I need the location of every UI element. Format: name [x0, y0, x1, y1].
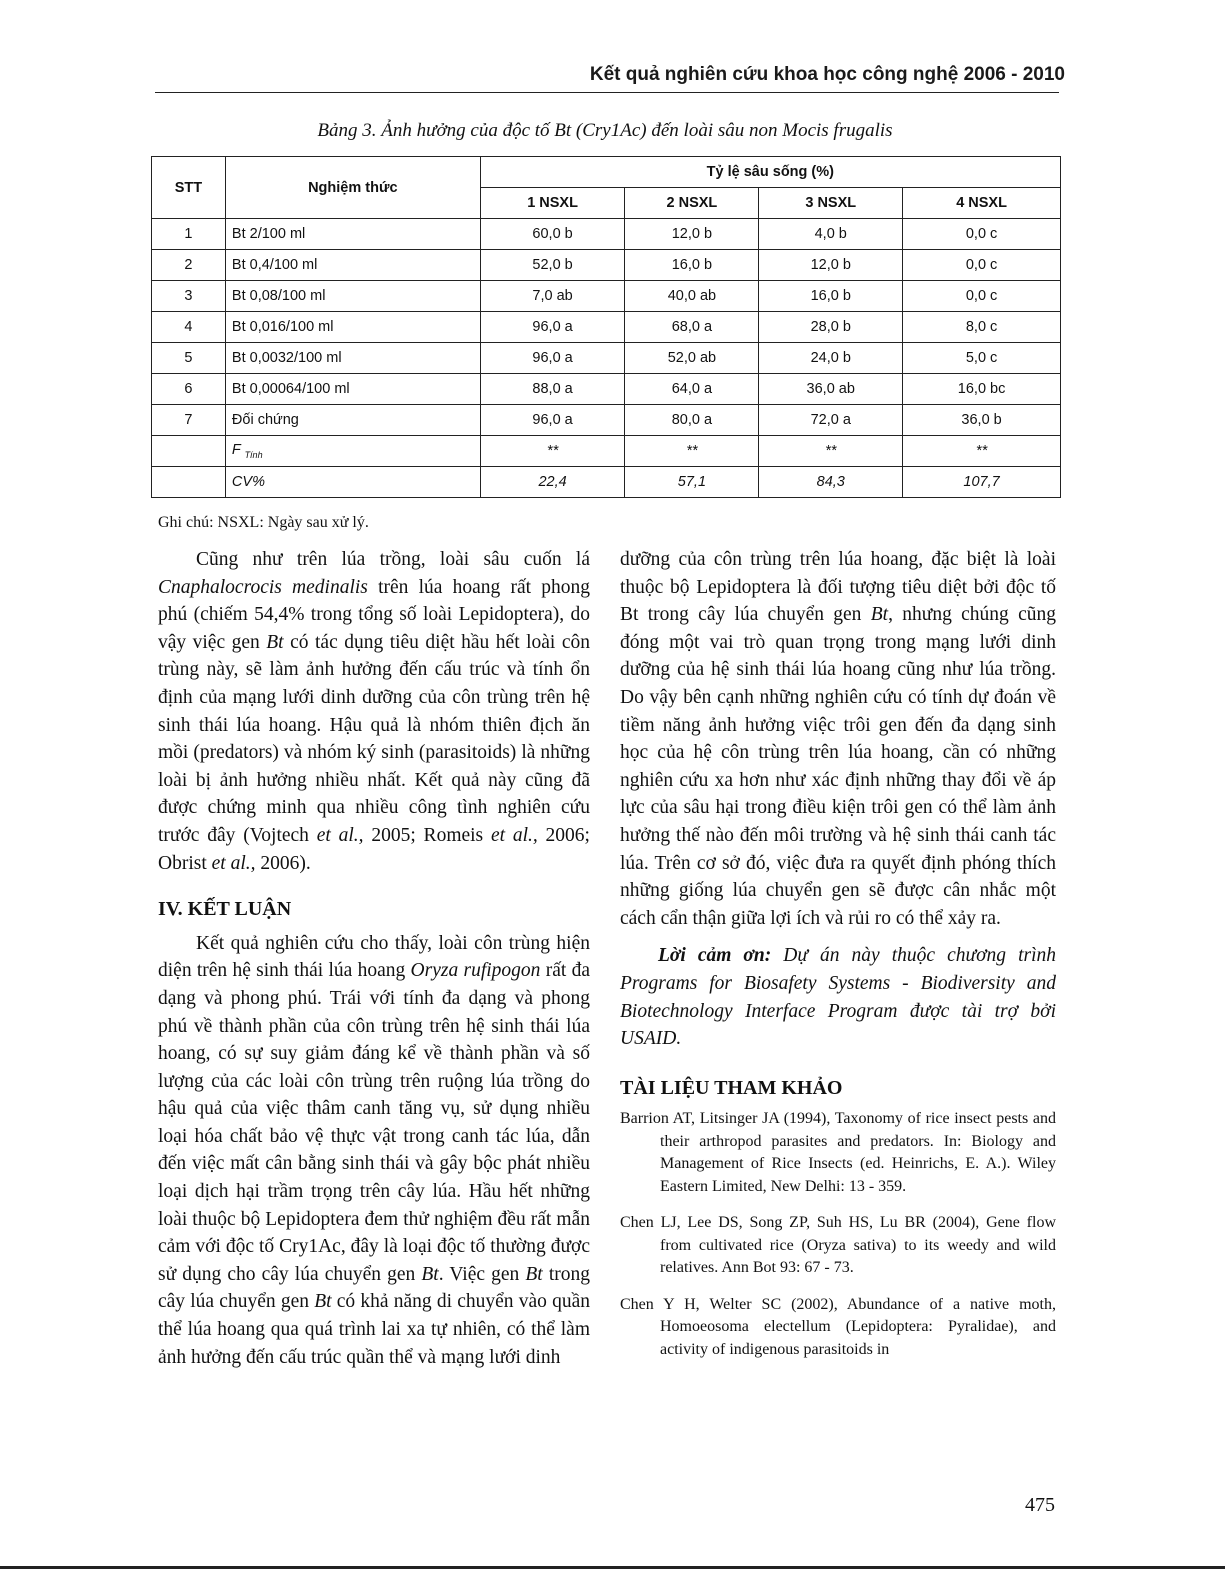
reference-list — [620, 1108, 1056, 1361]
cv-value: 22,4 — [480, 467, 625, 498]
header-day-2: 2 NSXL — [625, 188, 759, 219]
cell-value: 40,0 ab — [625, 281, 759, 312]
cell-value: 52,0 ab — [625, 343, 759, 374]
cell-treatment: Bt 0,0032/100 ml — [225, 343, 480, 374]
running-header: Kết quả nghiên cứu khoa học công nghệ 2006 - 2010 — [589, 64, 1065, 85]
f-value: ** — [903, 436, 1061, 467]
f-value: ** — [759, 436, 903, 467]
cell-value: 68,0 a — [625, 312, 759, 343]
reference-item: Chen LJ, Lee DS, Song ZP, Suh HS, Lu BR (2004), Gene flow from cultivated rice (Oryza sativa) to its weedy and wild relatives. Ann Bot 93: 67 - 73. — [620, 1214, 1056, 1277]
cell-value: 12,0 b — [625, 219, 759, 250]
paragraph-insect-impact: Cũng như trên lúa trồng, loài sâu cuốn lá Cnaphalocrocis medinalis trên lúa hoang rất phong phú (chiếm 54,4% trong tổng số loài Lepidoptera), do vậy việc gen Bt có tác dụng tiêu diệt hầu hết loài côn trùng này, sẽ làm ảnh hưởng đến cấu trúc và tính ổn định của mạng lưới dinh dưỡng của côn trùng trên hệ sinh thái lúa hoang. Hậu quả là nhóm thiên địch ăn mồi (predators) và nhóm ký sinh (parasitoids) là những loài bị ảnh hưởng nhiều nhất. Kết quả này cũng đã được chứng minh qua nhiều công tình nghiên cứu trước đây (Vojtech et al., 2005; Romeis et al., 2006; Obrist et al., 2006). — [158, 549, 590, 874]
table-row — [152, 250, 1061, 281]
f-value: ** — [480, 436, 625, 467]
table-row — [152, 281, 1061, 312]
table-row — [152, 312, 1061, 343]
cell-value: 28,0 b — [759, 312, 903, 343]
cell-stt: 2 — [152, 250, 226, 281]
cell-value: 36,0 b — [903, 405, 1061, 436]
cv-label: CV% — [225, 467, 480, 498]
header-day-4: 4 NSXL — [903, 188, 1061, 219]
cell-value: 7,0 ab — [480, 281, 625, 312]
paragraph-conclusion: Kết quả nghiên cứu cho thấy, loài côn trùng hiện diện trên hệ sinh thái lúa hoang Oryza rufipogon rất đa dạng và phong phú. Trái với tính đa dạng và phong phú về thành phần của côn trùng trên hệ sinh thái lúa hoang, có sự suy giảm đáng kể về thành phần và số lượng của các loài côn trùng trên ruộng lúa trồng do hậu quả của việc thâm canh tăng vụ, sử dụng nhiều loại hóa chất bảo vệ thực vật trong canh tác lúa, dẫn đến việc mất cân bằng sinh thái và gây bộc phát nhiều loại dịch hại trầm trọng trên cây lúa. Hầu hết những loài thuộc bộ Lepidoptera đem thử nghiệm đều rất mẫn cảm với độc tố Cry1Ac, đây là loại độc tố thường được sử dụng cho cây lúa chuyển gen Bt. Việc gen Bt trong cây lúa chuyển gen Bt có khả năng di chuyển vào quần thể lúa hoang qua quá trình lai xa tự nhiên, có thể làm ảnh hưởng đến cấu trúc quần thể và mạng lưới dinh — [158, 932, 590, 1368]
cell-value: 88,0 a — [480, 374, 625, 405]
paragraph-acknowledgement: Lời cảm ơn: Dự án này thuộc chương trình Programs for Biosafety Systems - Biodiversity and Biotechnology Interface Program được tài trợ bởi USAID. — [620, 945, 1056, 1050]
f-value: ** — [625, 436, 759, 467]
cell-value: 60,0 b — [480, 219, 625, 250]
header-day-1: 1 NSXL — [480, 188, 625, 219]
cell-treatment: Bt 0,4/100 ml — [225, 250, 480, 281]
cell-stt: 3 — [152, 281, 226, 312]
cell-treatment: Đối chứng — [225, 405, 480, 436]
cell-value: 80,0 a — [625, 405, 759, 436]
cell-value: 96,0 a — [480, 405, 625, 436]
cell-value: 36,0 ab — [759, 374, 903, 405]
cell-value: 16,0 b — [759, 281, 903, 312]
reference-item: Chen Y H, Welter SC (2002), Abundance of a native moth, Homoeosoma electellum (Lepidoptera: Pyralidae), and activity of indigenous parasitoids in — [620, 1295, 1056, 1358]
cell-value: 16,0 bc — [903, 374, 1061, 405]
cell-empty — [152, 467, 226, 498]
header-survival-rate: Tỷ lệ sâu sống (%) — [480, 157, 1060, 188]
table-row — [152, 405, 1061, 436]
header-stt: STT — [152, 157, 226, 219]
cell-treatment: Bt 0,08/100 ml — [225, 281, 480, 312]
cell-value: 5,0 c — [903, 343, 1061, 374]
cv-value: 57,1 — [625, 467, 759, 498]
header-treatment: Nghiệm thức — [225, 157, 480, 219]
f-label: F $_{Tính}$ — [225, 436, 480, 467]
cv-row — [152, 467, 1061, 498]
cell-treatment: Bt 0,00064/100 ml — [225, 374, 480, 405]
cell-treatment: Bt 2/100 ml — [225, 219, 480, 250]
table-row — [152, 343, 1061, 374]
results-table — [151, 156, 1061, 498]
cell-value: 4,0 b — [759, 219, 903, 250]
cell-value: 8,0 c — [903, 312, 1061, 343]
section-heading-conclusion: IV. KẾT LUẬN — [158, 898, 292, 921]
cell-value: 96,0 a — [480, 343, 625, 374]
reference-item: Barrion AT, Litsinger JA (1994), Taxonomy of rice insect pests and their arthropod parasites and predators. In: Biology and Management of Rice Insects (ed. Heinrichs, E. A.). Wiley Eastern Limited, New Delhi: 13 - 359. — [620, 1110, 1056, 1195]
cell-stt: 1 — [152, 219, 226, 250]
header-day-3: 3 NSXL — [759, 188, 903, 219]
cell-stt: 7 — [152, 405, 226, 436]
cell-value: 16,0 b — [625, 250, 759, 281]
table-row — [152, 219, 1061, 250]
cell-value: 72,0 a — [759, 405, 903, 436]
cell-value: 64,0 a — [625, 374, 759, 405]
cell-empty — [152, 436, 226, 467]
cell-stt: 4 — [152, 312, 226, 343]
cell-value: 96,0 a — [480, 312, 625, 343]
cv-value: 107,7 — [903, 467, 1061, 498]
cv-value: 84,3 — [759, 467, 903, 498]
cell-stt: 5 — [152, 343, 226, 374]
left-column — [158, 546, 590, 1371]
right-column — [620, 546, 1056, 1375]
cell-value: 0,0 c — [903, 250, 1061, 281]
table-caption: Bảng 3. Ảnh hưởng của độc tố Bt (Cry1Ac) đến loài sâu non Mocis frugalis — [317, 120, 893, 141]
cell-value: 0,0 c — [903, 281, 1061, 312]
f-test-row — [152, 436, 1061, 467]
cell-value: 12,0 b — [759, 250, 903, 281]
paragraph-continued: dưỡng của côn trùng trên lúa hoang, đặc biệt là loài thuộc bộ Lepidoptera là đối tượng tiêu diệt bởi độc tố Bt trong cây lúa chuyển gen Bt, nhưng chúng cũng đóng một vai trò quan trọng trong mạng lưới dinh dưỡng của hệ sinh thái lúa hoang cũng như lúa trồng. Do vậy bên cạnh những nghiên cứu có tính dự đoán về tiềm năng ảnh hưởng việc trôi gen đến đa dạng sinh học của hệ côn trùng trên lúa hoang, cần có những nghiên cứu xa hơn như xác định những thay đổi về áp lực của sâu hại trong điều kiện trôi gen có thể làm ảnh hưởng thế nào đến môi trường và hệ sinh thái canh tác lúa. Trên cơ sở đó, việc đưa ra quyết định phóng thích những giống lúa chuyển gen sẽ được cân nhắc một cách cẩn thận giữa lợi ích và rủi ro có thể xảy ra. — [620, 549, 1056, 929]
table-row — [152, 374, 1061, 405]
section-heading-references: TÀI LIỆU THAM KHẢO — [620, 1076, 843, 1099]
cell-value: 52,0 b — [480, 250, 625, 281]
cell-stt: 6 — [152, 374, 226, 405]
bottom-edge-line — [0, 1566, 1225, 1569]
table-note: Ghi chú: NSXL: Ngày sau xử lý. — [158, 514, 369, 531]
cell-value: 0,0 c — [903, 219, 1061, 250]
header-rule — [155, 92, 1059, 93]
cell-value: 24,0 b — [759, 343, 903, 374]
cell-treatment: Bt 0,016/100 ml — [225, 312, 480, 343]
page-number: 475 — [1025, 1494, 1055, 1516]
